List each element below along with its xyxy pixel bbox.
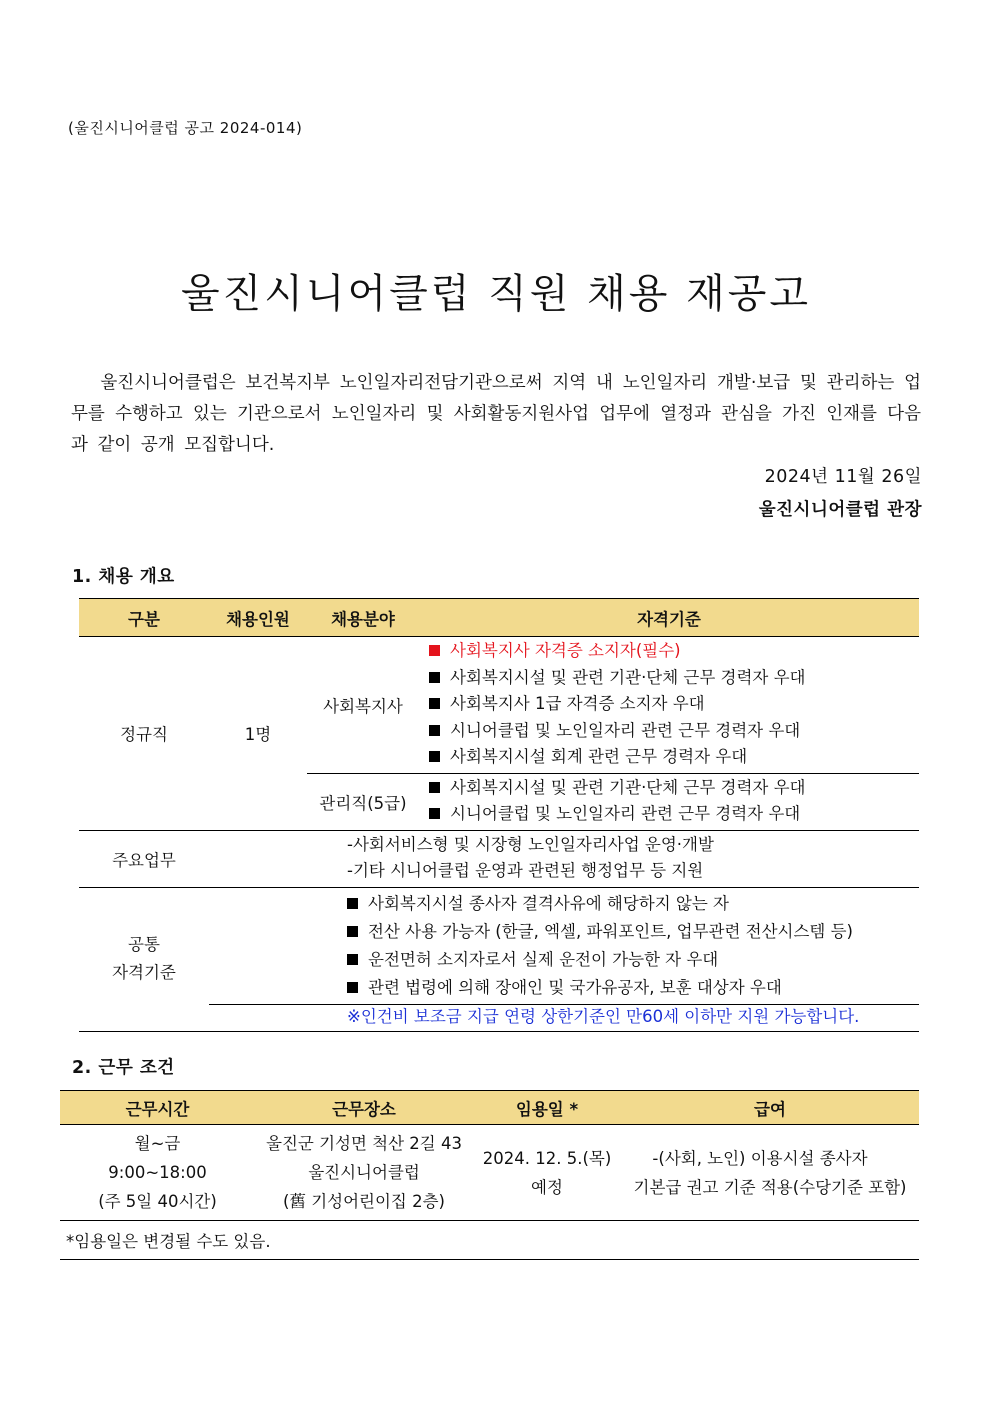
header-criteria: 자격기준 [419,599,919,637]
list-item: 사회복지시설 회계 관련 근무 경력자 우대 [429,744,919,771]
section-2-title: 2. 근무 조건 [72,1058,175,1078]
list-item: 운전면허 소지자로서 실제 운전이 가능한 자 우대 [347,946,919,974]
duties-label: 주요업무 [79,830,209,887]
headcount: 1명 [209,637,307,831]
header-hours: 근무시간 [60,1091,255,1125]
list-item: 시니어클럽 및 노인일자리 관련 근무 경력자 우대 [429,801,919,828]
pay: -(사회, 노인) 이용시설 종사자 기본급 권고 기준 적용(수당기준 포함) [621,1125,919,1221]
criteria-social-worker [419,637,919,774]
square-bullet-icon [429,725,440,736]
list-item: 사회복지시설 및 관련 기관·단체 근무 경력자 우대 [429,775,919,802]
table-row [79,637,919,774]
duties-list [209,830,919,887]
list-item: 시니어클럽 및 노인일자리 관련 근무 경력자 우대 [429,718,919,745]
header-pay: 급여 [621,1091,919,1125]
announcement-date: 2024년 11월 26일 [764,467,922,487]
header-type: 구분 [79,599,209,637]
square-bullet-icon [429,645,440,656]
table-row [60,1125,919,1221]
footnote: *임용일은 변경될 수도 있음. [66,1232,271,1251]
list-item: 사회복지시설 종사자 결격사유에 해당하지 않는 자 [347,890,919,918]
field-social-worker: 사회복지사 [323,696,403,716]
square-bullet-icon [429,751,440,762]
working-place: 울진군 기성면 척산 2길 43 울진시니어클럽 (舊 기성어린이집 2층) [255,1125,473,1221]
list-item: -기타 시니어클럽 운영과 관련된 행정업무 등 지원 [347,861,704,880]
list-item: 전산 사용 가능자 (한글, 엑셀, 파워포인트, 업무관련 전산시스템 등) [347,918,919,946]
section-1-title: 1. 채용 개요 [72,567,175,587]
intro-text: 울진시니어클럽은 보건복지부 노인일자리전담기관으로써 지역 내 노인일자리 개발·보급 및 관리하는 업무를 수행하고 있는 기관으로서 노인일자리 및 사회활동지원사업 업무에 열정과 관심을 가진 인재를 다음과 같이 공개 모집합니다. [71,373,921,455]
common-criteria-label: 공통 자격기준 [79,887,209,1031]
field-manager: 관리직(5급) [307,773,419,830]
square-bullet-icon [347,898,358,909]
working-hours: 월~금 9:00~18:00 (주 5일 40시간) [60,1125,255,1221]
square-bullet-icon [429,698,440,709]
table-header-row [60,1091,919,1125]
divider [60,1259,919,1260]
signer: 울진시니어클럽 관장 [758,500,922,520]
square-bullet-icon [347,954,358,965]
page-title: 울진시니어클럽 직원 채용 재공고 [180,271,812,317]
list-item: 사회복지사 1급 자격증 소지자 우대 [429,691,919,718]
age-limit-note: ※인건비 보조금 지급 연령 상한기준인 만60세 이하만 지원 가능합니다. [209,1004,919,1031]
criteria-manager [419,773,919,830]
square-bullet-icon [429,672,440,683]
header-place: 근무장소 [255,1091,473,1125]
square-bullet-icon [429,808,440,819]
common-criteria-list [209,887,919,1004]
square-bullet-icon [347,982,358,993]
list-item: 관련 법령에 의해 장애인 및 국가유공자, 보훈 대상자 우대 [347,974,919,1002]
table-row [79,830,919,887]
notice-number: (울진시니어클럽 공고 2024-014) [68,119,303,137]
intro-paragraph [71,368,921,461]
square-bullet-icon [347,926,358,937]
list-item: -사회서비스형 및 시장형 노인일자리사업 운영·개발 [347,834,714,854]
list-item: 사회복지사 자격증 소지자(필수) [429,638,919,665]
header-field: 채용분야 [307,599,419,637]
list-item: 사회복지시설 및 관련 기관·단체 근무 경력자 우대 [429,665,919,692]
header-start-date: 임용일 * [473,1091,621,1125]
start-date: 2024. 12. 5.(목) 예정 [473,1125,621,1221]
recruitment-overview-table [79,598,919,1032]
working-conditions-table [60,1090,919,1221]
table-row [79,887,919,1004]
employment-type: 정규직 [79,637,209,831]
table-header-row [79,599,919,637]
square-bullet-icon [429,782,440,793]
header-count: 채용인원 [209,599,307,637]
